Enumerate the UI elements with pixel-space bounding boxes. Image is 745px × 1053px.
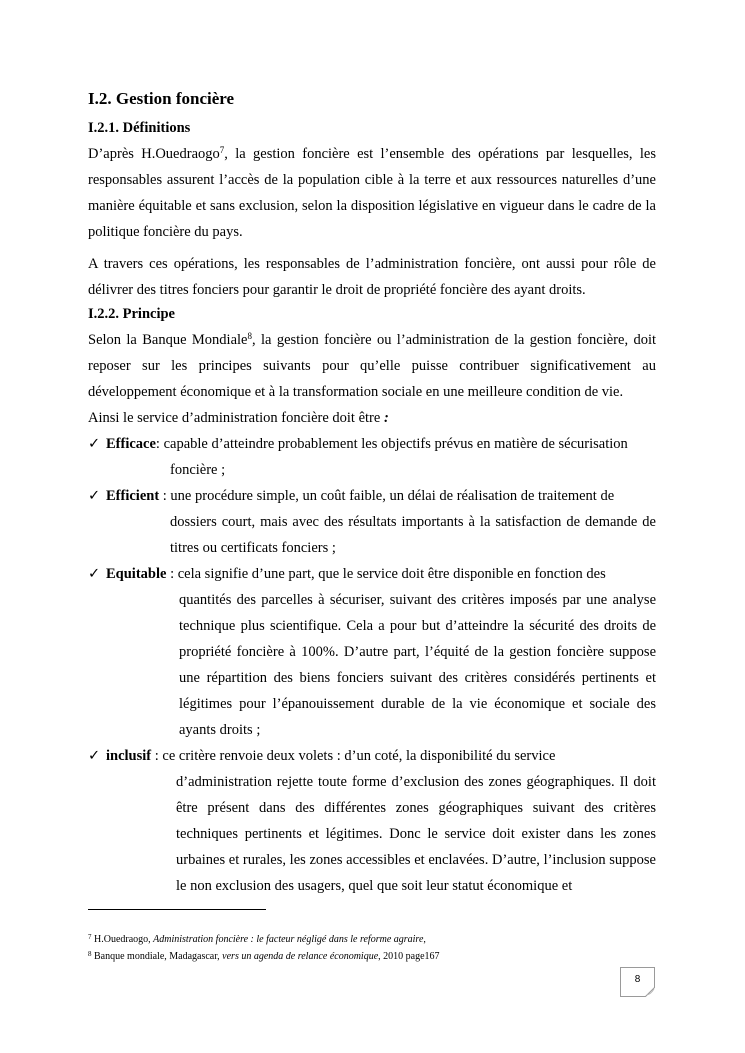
criterion-continuation: foncière ; (170, 462, 226, 478)
definitions-paragraph-1 (88, 141, 656, 245)
page-number: 8 (634, 974, 641, 985)
criterion-term: Efficace (106, 436, 156, 452)
footnote-tail: , 2010 page167 (378, 951, 440, 962)
intro-colon: : (383, 410, 389, 426)
page-content (88, 88, 656, 899)
definitions-paragraph-2: A travers ces opérations, les responsables de l’administration foncière, ont aussi pour rôle de délivrer des titres fonciers pour garantir le droit de propriété foncière des ayant droits. (88, 256, 656, 298)
footnote-separator (88, 909, 266, 910)
criterion-first-line (88, 431, 656, 457)
footnote-7 (88, 930, 440, 947)
criterion-term: inclusif (106, 748, 152, 764)
footnote-number: 7 (88, 933, 92, 941)
page-curl-icon (645, 987, 655, 997)
principle-paragraph (88, 327, 656, 405)
checkmark-icon: ✓ (88, 488, 101, 504)
criterion-text: : capable d’atteindre probablement les objectifs prévus en matière de sécurisation (155, 436, 628, 452)
criterion-first-line (88, 561, 656, 587)
paragraph-text: , la gestion foncière est l’ensemble des opérations par lesquelles, les responsables assurent l’accès de la population cible à la terre et aux ressources naturelles d’une manière équitable et sans exclusion, selon la disposition législative en vigueur dans le cadre de la politique foncière du pays. (88, 146, 656, 240)
checkmark-icon: ✓ (88, 436, 101, 452)
list-item (88, 431, 656, 483)
principle-title: I.2.2. Principe (88, 306, 175, 322)
footnote-title: vers un agenda de relance économique (222, 951, 379, 962)
criterion-first-line (88, 743, 656, 769)
footnote-8 (88, 947, 440, 964)
criterion-continuation: dossiers court, mais avec des résultats importants à la satisfaction de demande de titres ou certificats fonciers ; (170, 514, 656, 556)
paragraph-text: D’après H.Ouedraogo (88, 146, 220, 162)
list-item (88, 483, 656, 561)
footnote-number: 8 (88, 950, 92, 958)
criterion-first-line (88, 483, 656, 509)
criteria-intro (88, 405, 656, 431)
criterion-continuation: quantités des parcelles à sécuriser, suivant des critères imposés par une analyse technique plus scientifique. Cela a pour but d’atteindre la sécurité des droits de propriété foncière à 100%. D’autre part, l’équité de la gestion foncière suppose une répartition des biens fonciers suivant des critères considérés pertinents et légitimes pour l’épanouissement durable de la vie économique et sociale des ayants droits ; (179, 592, 656, 738)
page-number-box (620, 967, 655, 997)
footnote-title: Administration foncière : le facteur négligé dans le reforme agraire (153, 934, 424, 945)
footnote-author: H.Ouedraogo, (91, 934, 154, 945)
footnote-author: Banque mondiale, Madagascar, (91, 951, 223, 962)
criterion-term: Equitable (106, 566, 167, 582)
intro-text: Ainsi le service d’administration foncière doit être (88, 410, 384, 426)
paragraph-text: , la gestion foncière ou l’administration de la gestion foncière, doit reposer sur les principes suivants pour qu’elle puisse contribuer significativement au développement économique et à la transformation sociale en une meilleure condition de vie. (88, 332, 656, 400)
paragraph-text: Selon la Banque Mondiale (88, 332, 248, 348)
criterion-text: : ce critère renvoie deux volets : d’un coté, la disponibilité du service (151, 748, 556, 764)
footnote-ref-7[interactable]: 7 (219, 145, 225, 155)
list-item (88, 743, 656, 899)
footnote-ref-8[interactable]: 8 (247, 331, 252, 341)
footnotes (88, 930, 440, 964)
checkmark-icon: ✓ (88, 748, 101, 764)
criterion-text: : une procédure simple, un coût faible, un délai de réalisation de traitement de (159, 488, 615, 504)
criterion-text: : cela signifie d’une part, que le service doit être disponible en fonction des (166, 566, 606, 582)
list-item (88, 561, 656, 743)
footnote-tail: , (423, 934, 426, 945)
checkmark-icon: ✓ (88, 566, 101, 582)
criterion-term: Efficient (106, 488, 160, 504)
section-heading: I.2. Gestion foncière (88, 89, 235, 108)
criterion-continuation: d’administration rejette toute forme d’exclusion des zones géographiques. Il doit être présent dans des différentes zones géographiques suivant des critères techniques pertinents et légitimes. Donc le service doit exister dans les zones urbaines et rurales, les zones accessibles et enclavées. D’autre, l’inclusion suppose le non exclusion des usagers, quel que soit leur statut économique et (176, 774, 656, 894)
definitions-title: I.2.1. Définitions (88, 120, 191, 136)
criteria-list (88, 431, 656, 899)
